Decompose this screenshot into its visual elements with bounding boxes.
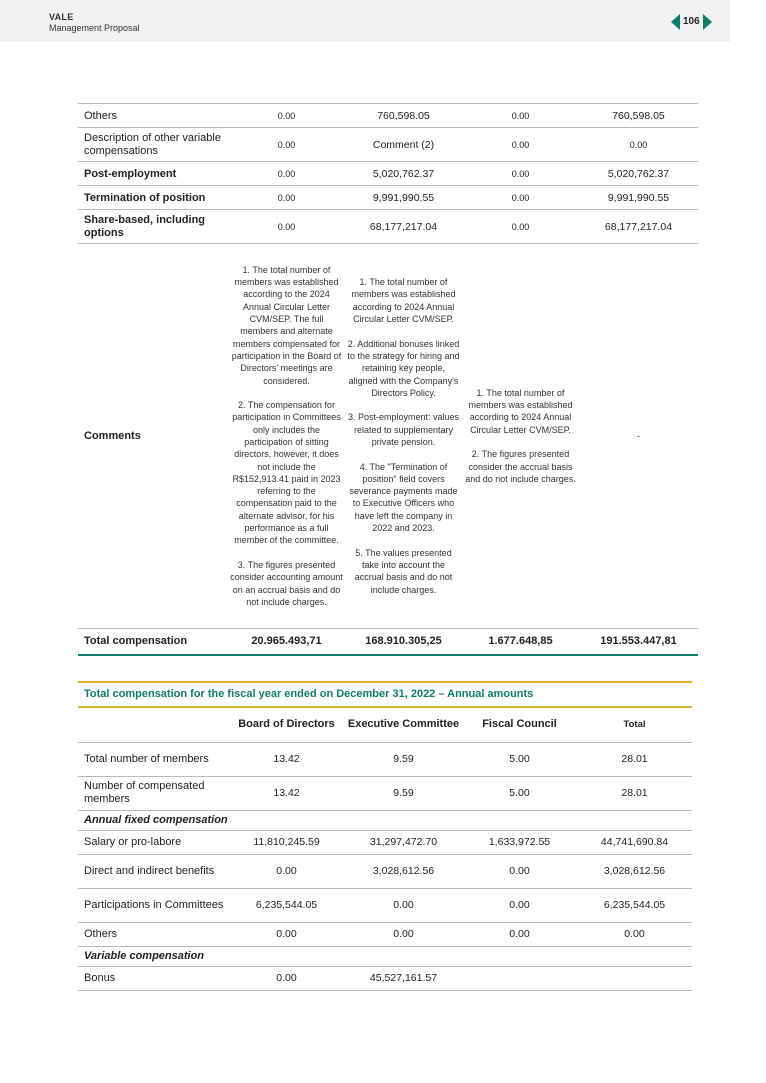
row-label: Participations in Committees — [78, 888, 228, 922]
column-header: Fiscal Council — [462, 708, 577, 742]
row-label: Share-based, including options — [78, 210, 228, 244]
cell-value: 45,527,161.57 — [345, 966, 462, 990]
cell-value: 0.00 — [228, 922, 345, 946]
compensation-table-2022 — [78, 708, 692, 991]
cell-value: 0.00 — [228, 186, 345, 210]
row-label: Others — [78, 922, 228, 946]
row-label: Description of other variable compensations — [78, 128, 228, 162]
row-label: Total number of members — [78, 742, 228, 776]
cell-value: 0.00 — [462, 162, 579, 186]
cell-value: 5.00 — [462, 776, 577, 810]
cell-value: 760,598.05 — [345, 104, 462, 128]
cell-value: 28.01 — [577, 742, 692, 776]
cell-value: 6,235,544.05 — [228, 888, 345, 922]
cell-value: 5,020,762.37 — [345, 162, 462, 186]
column-header: Board of Directors — [228, 708, 345, 742]
table-row — [78, 128, 698, 162]
cell-value — [577, 966, 692, 990]
cell-value: 5.00 — [462, 742, 577, 776]
cell-value: 3,028,612.56 — [577, 854, 692, 888]
cell-value: 13.42 — [228, 742, 345, 776]
page-header — [0, 0, 730, 42]
row-label: Comments — [78, 244, 228, 629]
cell-value: 0.00 — [577, 922, 692, 946]
total-row — [78, 629, 698, 655]
cell-value: 0.00 — [228, 210, 345, 244]
compensation-table-continued — [78, 103, 698, 656]
cell-value: 3,028,612.56 — [345, 854, 462, 888]
table-row — [78, 830, 692, 854]
table-row — [78, 854, 692, 888]
cell-value: 1,633,972.55 — [462, 830, 577, 854]
cell-value: 9.59 — [345, 742, 462, 776]
row-label: Others — [78, 104, 228, 128]
row-label: Salary or pro-labore — [78, 830, 228, 854]
document-subtitle: Management Proposal — [49, 23, 140, 33]
cell-value: 0.00 — [345, 922, 462, 946]
column-header: Total — [577, 708, 692, 742]
cell-value: 68,177,217.04 — [345, 210, 462, 244]
cell-value: 0.00 — [462, 210, 579, 244]
cell-value: 0.00 — [462, 888, 577, 922]
column-header — [78, 708, 228, 742]
total-value: 20.965.493,71 — [228, 629, 345, 655]
previous-page-icon[interactable] — [671, 14, 680, 30]
cell-value: 0.00 — [579, 128, 698, 162]
cell-value: 68,177,217.04 — [579, 210, 698, 244]
cell-value: Comment (2) — [345, 128, 462, 162]
row-label: Number of compensated members — [78, 776, 228, 810]
subheading-variable: Variable compensation — [78, 946, 692, 966]
table-row — [78, 104, 698, 128]
column-header: Executive Committee — [345, 708, 462, 742]
subheading-fixed: Annual fixed compensation — [78, 810, 692, 830]
page-pager — [671, 13, 712, 30]
page-number: 106 — [683, 16, 700, 27]
total-value: 1.677.648,85 — [462, 629, 579, 655]
cell-value: 0.00 — [228, 104, 345, 128]
next-page-icon[interactable] — [703, 14, 712, 30]
cell-value: 0.00 — [228, 128, 345, 162]
cell-value: 0.00 — [462, 128, 579, 162]
comment-fiscal: 1. The total number of members was established according to 2024 Annual Circular Letter CVM/SEP. 2. The figures presented consider the accrual basis and do not include charges. — [462, 244, 579, 629]
cell-value: 28.01 — [577, 776, 692, 810]
row-label: Total compensation — [78, 629, 228, 655]
cell-value: 44,741,690.84 — [577, 830, 692, 854]
section-title: Total compensation for the fiscal year ended on December 31, 2022 – Annual amounts — [78, 681, 692, 708]
table-row — [78, 966, 692, 990]
cell-value: 0.00 — [462, 922, 577, 946]
table-row — [78, 742, 692, 776]
total-value: 168.910.305,25 — [345, 629, 462, 655]
subheading-row — [78, 810, 692, 830]
row-label: Post-employment — [78, 162, 228, 186]
table-row — [78, 186, 698, 210]
row-label: Bonus — [78, 966, 228, 990]
brand-name: VALE — [49, 12, 74, 22]
row-label: Termination of position — [78, 186, 228, 210]
cell-value: 0.00 — [462, 186, 579, 210]
cell-value: 0.00 — [228, 966, 345, 990]
cell-value: 9,991,990.55 — [345, 186, 462, 210]
table-row — [78, 210, 698, 244]
cell-value — [462, 966, 577, 990]
total-value: 191.553.447,81 — [579, 629, 698, 655]
table-row — [78, 888, 692, 922]
comment-executive: 1. The total number of members was established according to 2024 Annual Circular Letter CVM/SEP. 2. Additional bonuses linked to the strategy for hiring and retaining key people, aligned with the Company's Directors Policy. 3. Post-employment: values related to supplementary private pension. 4. The "Termination of position" field covers severance payments made to Executive Officers who have left the company in 2022 and 2023. 5. The values presented take into account the accrual basis and do not include charges. — [345, 244, 462, 629]
table-row — [78, 162, 698, 186]
cell-value: 9,991,990.55 — [579, 186, 698, 210]
subheading-row — [78, 946, 692, 966]
cell-value: 0.00 — [228, 854, 345, 888]
comment-board: 1. The total number of members was established according to the 2024 Annual Circular Letter CVM/SEP. The full members and alternate members compensated for participation in the Board of Directors' meetings are considered. 2. The compensation for participation in Committees only includes the participation of sitting directors, however, it does not include the R$152,913.41 paid in 2023 referring to the compensation paid to the alternate advisor, for his performance as a full member of the committee. 3. The figures presented consider accounting amount on an accrual basis and do not include charges. — [228, 244, 345, 629]
comments-row — [78, 244, 698, 629]
cell-value: 6,235,544.05 — [577, 888, 692, 922]
table-row — [78, 922, 692, 946]
cell-value: 0.00 — [228, 162, 345, 186]
cell-value: 760,598.05 — [579, 104, 698, 128]
cell-value: 0.00 — [462, 104, 579, 128]
cell-value: 0.00 — [345, 888, 462, 922]
comment-total: - — [579, 244, 698, 629]
table-header-row — [78, 708, 692, 742]
cell-value: 31,297,472.70 — [345, 830, 462, 854]
cell-value: 13.42 — [228, 776, 345, 810]
cell-value: 9.59 — [345, 776, 462, 810]
cell-value: 0.00 — [462, 854, 577, 888]
table-row — [78, 776, 692, 810]
cell-value: 5,020,762.37 — [579, 162, 698, 186]
row-label: Direct and indirect benefits — [78, 854, 228, 888]
cell-value: 11,810,245.59 — [228, 830, 345, 854]
